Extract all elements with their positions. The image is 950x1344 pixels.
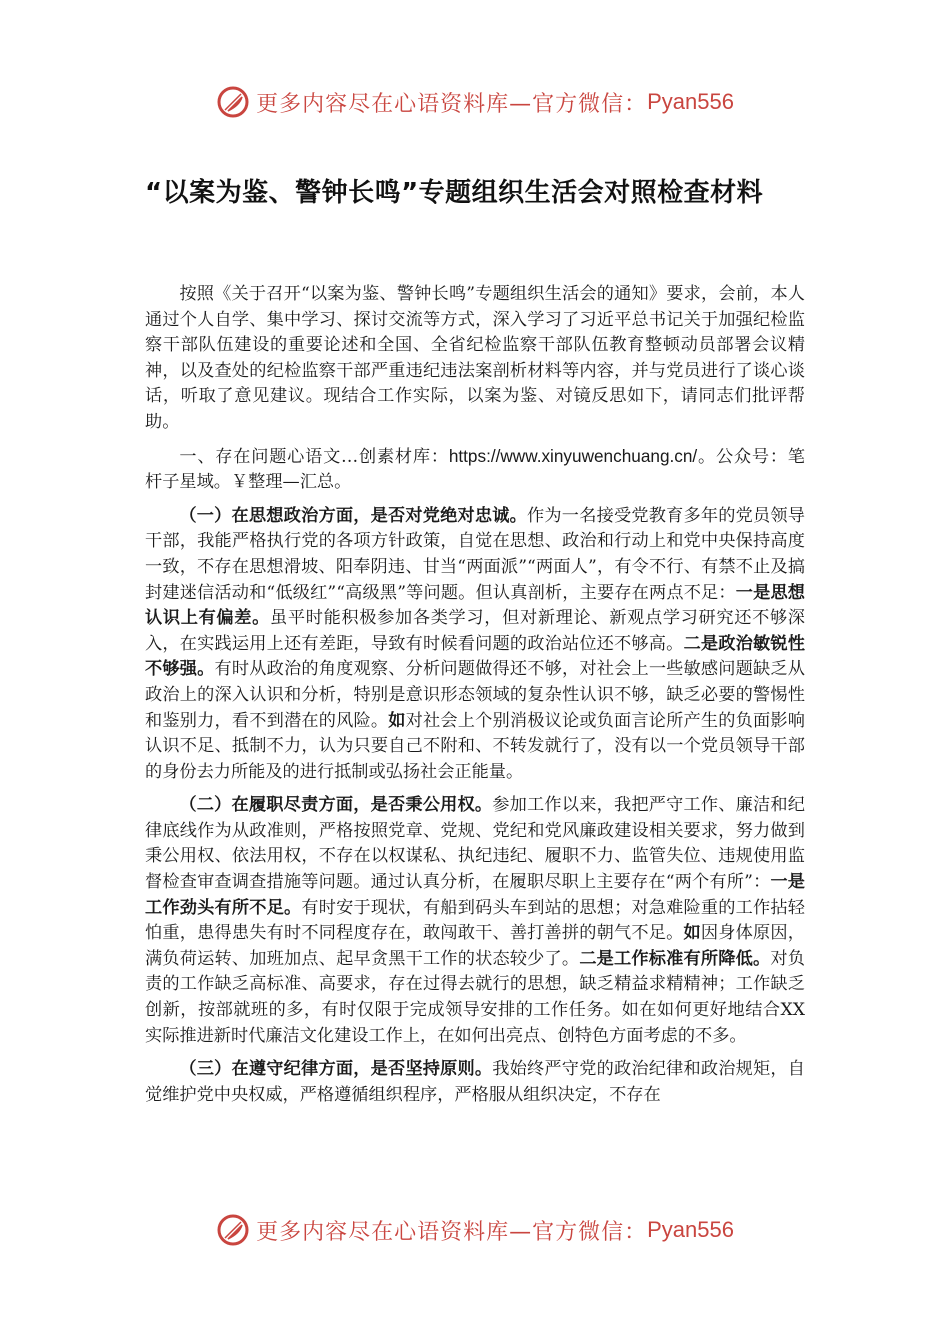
paragraph-text: 我始终严守党的政治纪律和政治规矩，自觉维护党中央权威，严格遵循组织程序，严格服从组织决定，不存在 — [145, 1059, 805, 1105]
section-heading-suffix: 。公众号：笔杆子星域。￥整理—汇总。 — [145, 446, 805, 493]
watermark-banner-top — [0, 78, 950, 126]
section-heading — [145, 444, 805, 496]
paragraph-text: 对负责的工作缺乏高标准、高要求，存在过得去就行的思想，缺乏精益求精精神；工作缺乏创新，按部就班的多，有时仅限于完成领导安排的工作任务。如在如何更好地结合XX实际推进新时代廉洁文化建设工作上，在如何出亮点、创特色方面考虑的不多。 — [145, 948, 805, 1046]
paragraph-text: 虽平时能积极参加各类学习，但对新理论、新观点学习研究还不够深入，在实践运用上还有差距，导致有时候看问题的政治站位还不够高。 — [145, 608, 805, 654]
watermark-text: 更多内容尽在心语资料库—官方微信： — [256, 91, 648, 117]
section-heading-text: 一、存在问题心语文…创素材库： — [179, 446, 449, 467]
paragraph-duty — [145, 793, 805, 1049]
paragraph-text: 有时安于现状，有船到码头车到站的思想；对急难险重的工作拈轻怕重，患得患失有时不同程度存在，敢闯敢干、善打善拼的朝气不足。 — [145, 897, 805, 944]
paragraph-text: 对社会上个别消极议论或负面言论所产生的负面影响认识不足、抵制不力，认为只要自己不附和、不转发就行了，没有以一个党员领导干部的身份去力所能及的进行抵制或弘扬社会正能量。 — [145, 710, 805, 782]
document-body — [145, 282, 805, 1116]
watermark-banner-bottom — [0, 1206, 950, 1254]
document-title: “以案为鉴、警钟长鸣”专题组织生活会对照检查材料 — [145, 178, 764, 208]
paragraph-text: 有时从政治的角度观察、分析问题做得还不够，对社会上一些敏感问题缺乏从政治上的深入认识和分析，特别是意识形态领域的复杂性认识不够，缺乏必要的警惕性和鉴别力，看不到潜在的风险。 — [145, 659, 805, 731]
paragraph-text: 作为一名接受党教育多年的党员领导干部，我能严格执行党的各项方针政策，自觉在思想、政治和行动上和党中央保持高度一致，不存在思想滑坡、阳奉阴违、甘当“两面派”“两面人”，有令不行、有禁不止及搞封建迷信活动和“低级红”“高级黑”等问题。但认真剖析，主要存在两点不足： — [145, 505, 805, 603]
paragraph-political — [145, 504, 805, 786]
paragraph-discipline — [145, 1057, 805, 1108]
quill-logo-icon — [216, 85, 250, 119]
watermark-text: 更多内容尽在心语资料库—官方微信： — [256, 1219, 648, 1245]
paragraph-text: 因身体原因，满负荷运转、加班加点、起早贪黑干工作的状态较少了。 — [145, 923, 805, 969]
watermark-handle: Pyan556 — [647, 89, 734, 114]
intro-paragraph: 按照《关于召开“以案为鉴、警钟长鸣”专题组织生活会的通知》要求，会前，本人通过个人自学、集中学习、探讨交流等方式，深入学习了习近平总书记关于加强纪检监察干部队伍建设的重要论述和全国、全省纪检监察干部队伍教育整顿动员部署会议精神，以及查处的纪检监察干部严重违纪违法案剖析材料等内容，并与党员进行了谈心谈话，听取了意见建议。现结合工作实际，以案为鉴、对镜反思如下，请同志们批评帮助。 — [145, 284, 805, 432]
key-point: 如 — [683, 923, 701, 944]
key-point: 一是思想认识上有偏差。 — [145, 582, 805, 629]
source-url: https://www.xinyuwenchuang.cn/ — [448, 445, 698, 466]
quill-logo-icon — [216, 1213, 250, 1247]
watermark-handle: Pyan556 — [647, 1217, 734, 1242]
paragraph-heading: （三）在遵守纪律方面，是否坚持原则。 — [179, 1059, 493, 1080]
paragraph-heading: （一）在思想政治方面，是否对党绝对忠诚。 — [179, 505, 528, 526]
paragraph-heading: （二）在履职尽责方面，是否秉公用权。 — [179, 795, 493, 816]
key-point: 如 — [388, 710, 406, 731]
key-point: 一是工作劲头有所不足。 — [145, 872, 805, 918]
paragraph-text: 参加工作以来，我把严守工作、廉洁和纪律底线作为从政准则，严格按照党章、党规、党纪和党风廉政建设相关要求，努力做到秉公用权、依法用权，不存在以权谋私、执纪违纪、履职不力、监管失位、违规使用监督检查审查调查措施等问题。通过认真分析，在履职尽职上主要存在“两个有所”： — [145, 795, 805, 893]
key-point: 二是工作标准有所降低。 — [579, 948, 771, 969]
key-point: 二是政治敏锐性不够强。 — [145, 633, 805, 680]
